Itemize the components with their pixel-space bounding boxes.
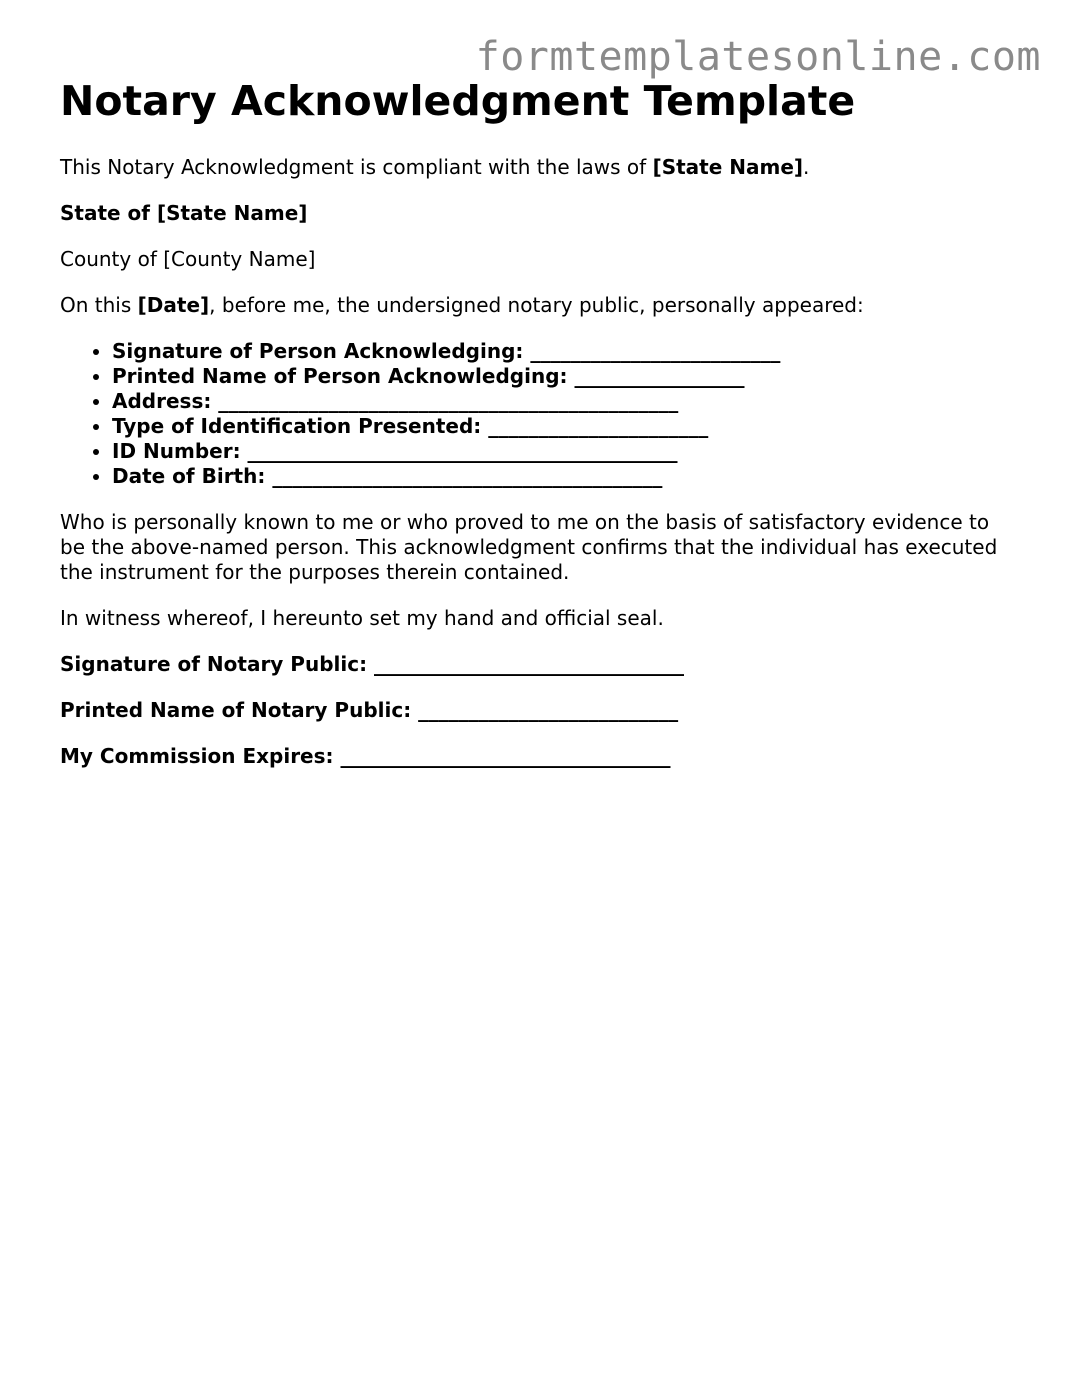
witness-paragraph: In witness whereof, I hereunto set my hand and official seal.	[60, 606, 664, 630]
date-prefix: On this	[60, 293, 138, 317]
state-line: State of [State Name]	[60, 201, 308, 225]
page-title: Notary Acknowledgment Template	[60, 77, 856, 125]
acknowledger-fields-list	[60, 339, 1020, 489]
date-paragraph	[60, 293, 1020, 318]
field-id-number: • ID Number: ___________________________________________	[112, 439, 1020, 464]
body-paragraph: Who is personally known to me or who proved to me on the basis of satisfactory evidence to be the above-named person. This acknowledgment confirms that the individual has executed the instrument for the purposes therein contained.	[60, 510, 998, 584]
date-placeholder: [Date]	[137, 293, 210, 317]
commission-expires-line: My Commission Expires: _________________________________	[60, 744, 671, 768]
intro-paragraph	[60, 155, 1020, 180]
intro-prefix: This Notary Acknowledgment is compliant with the laws of	[60, 155, 653, 179]
notary-signature-line: Signature of Notary Public: _______________________________	[60, 652, 685, 676]
date-suffix: , before me, the undersigned notary public, personally appeared:	[209, 293, 864, 317]
notary-printed-name-line: Printed Name of Notary Public: __________________________	[60, 698, 679, 722]
field-identification-type: • Type of Identification Presented: ______________________	[112, 414, 1020, 439]
watermark: formtemplatesonline.com	[475, 34, 1041, 80]
field-signature-of-person: • Signature of Person Acknowledging: _________________________	[112, 339, 1020, 364]
field-address: • Address: ______________________________________________	[112, 389, 1020, 414]
field-date-of-birth: • Date of Birth: _______________________________________	[112, 464, 1020, 489]
field-printed-name-of-person: • Printed Name of Person Acknowledging: _________________	[112, 364, 1020, 389]
document-page	[60, 76, 1020, 769]
county-line: County of [County Name]	[60, 247, 316, 271]
intro-state: [State Name]	[652, 155, 804, 179]
intro-suffix: .	[803, 155, 810, 179]
